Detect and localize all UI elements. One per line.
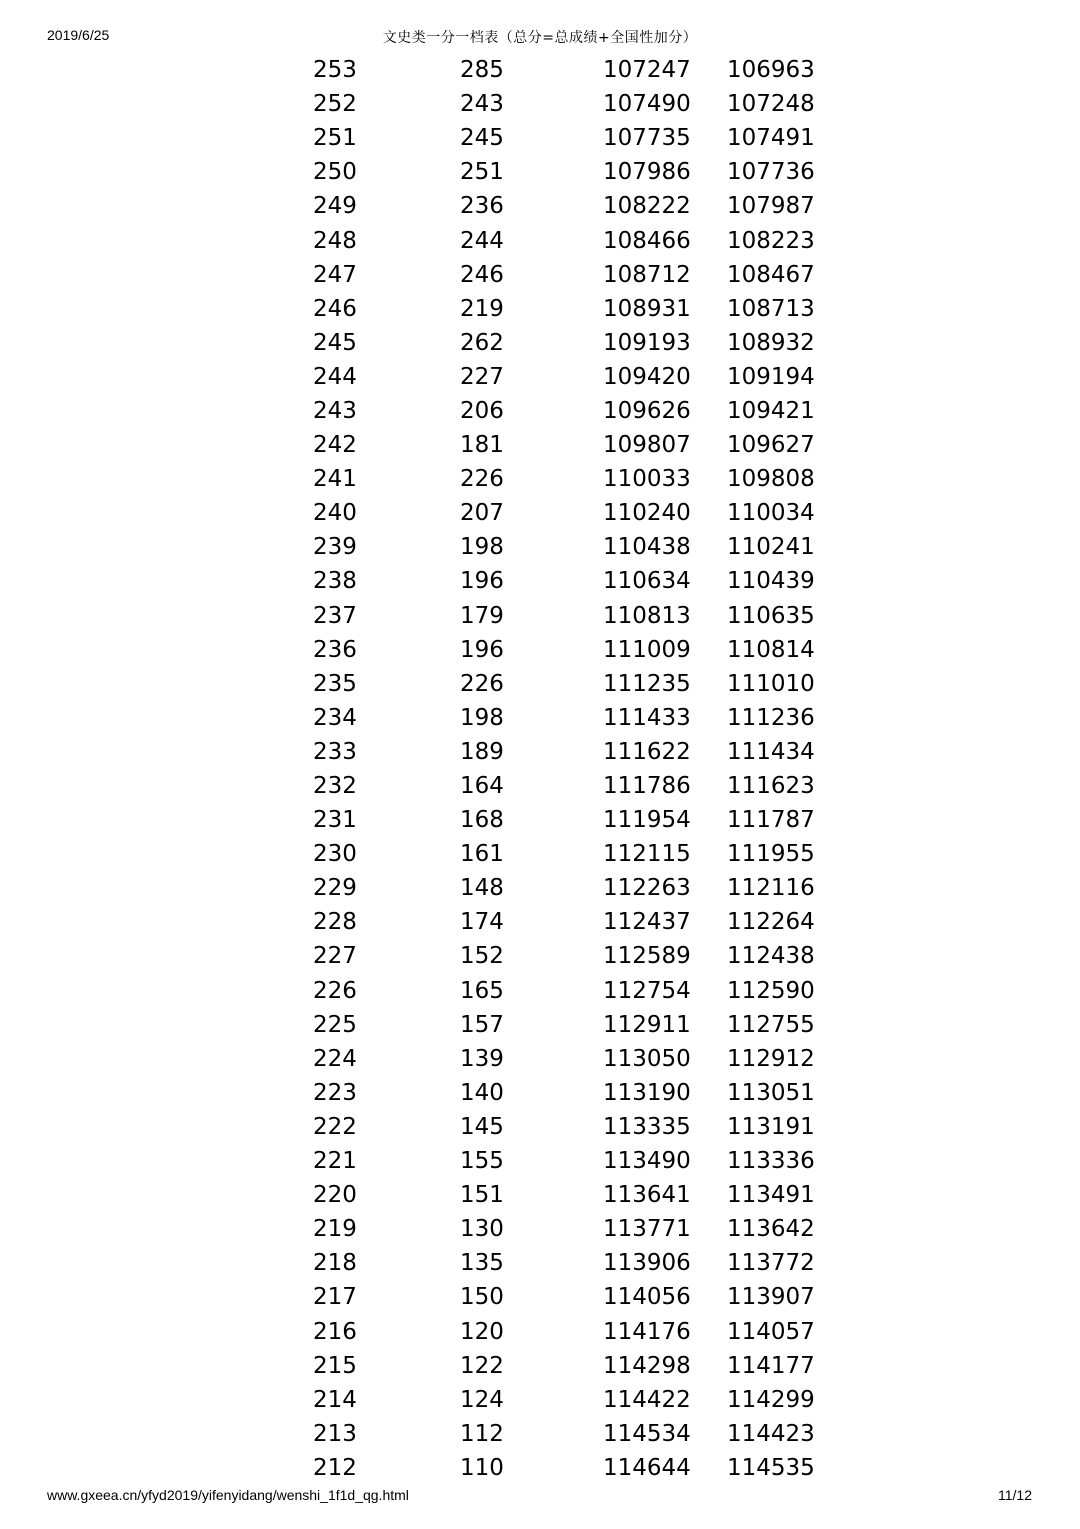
cumulative-rank-cell: 111786: [603, 773, 691, 800]
cumulative-rank-cell: 107986: [603, 159, 691, 186]
table-row: [0, 155, 847, 189]
table-row: [0, 939, 847, 973]
count-cell: 150: [460, 1284, 504, 1311]
rank-start-cell: 106963: [727, 57, 815, 84]
rank-start-cell: 108467: [727, 261, 815, 288]
count-cell: 246: [460, 261, 504, 288]
cumulative-rank-cell: 113335: [603, 1113, 691, 1140]
table-row: [0, 564, 847, 598]
cumulative-rank-cell: 111433: [603, 704, 691, 731]
count-cell: 112: [460, 1420, 504, 1447]
score-cell: 230: [313, 841, 357, 868]
count-cell: 145: [460, 1113, 504, 1140]
score-cell: 225: [313, 1011, 357, 1038]
table-row: [0, 735, 847, 769]
page-number: 11/12: [998, 1487, 1032, 1503]
cumulative-rank-cell: 111622: [603, 738, 691, 765]
score-cell: 234: [313, 704, 357, 731]
score-cell: 215: [313, 1352, 357, 1379]
score-distribution-table: [0, 53, 847, 1485]
rank-start-cell: 110635: [727, 602, 815, 629]
score-cell: 241: [313, 466, 357, 493]
rank-start-cell: 107736: [727, 159, 815, 186]
rank-start-cell: 112264: [727, 909, 815, 936]
count-cell: 196: [460, 636, 504, 663]
table-row: [0, 428, 847, 462]
rank-start-cell: 113642: [727, 1216, 815, 1243]
score-cell: 236: [313, 636, 357, 663]
score-cell: 250: [313, 159, 357, 186]
cumulative-rank-cell: 108931: [603, 295, 691, 322]
count-cell: 122: [460, 1352, 504, 1379]
cumulative-rank-cell: 110813: [603, 602, 691, 629]
count-cell: 226: [460, 670, 504, 697]
table-row: [0, 769, 847, 803]
cumulative-rank-cell: 111235: [603, 670, 691, 697]
cumulative-rank-cell: 114422: [603, 1386, 691, 1413]
table-row: [0, 803, 847, 837]
cumulative-rank-cell: 109807: [603, 432, 691, 459]
score-cell: 248: [313, 227, 357, 254]
table-row: [0, 1280, 847, 1314]
page-title: 文史类一分一档表（总分=总成绩+全国性加分）: [382, 30, 698, 46]
score-cell: 228: [313, 909, 357, 936]
rank-start-cell: 110034: [727, 500, 815, 527]
score-cell: 251: [313, 125, 357, 152]
count-cell: 196: [460, 568, 504, 595]
cumulative-rank-cell: 109193: [603, 329, 691, 356]
rank-start-cell: 107491: [727, 125, 815, 152]
table-row: [0, 223, 847, 257]
cumulative-rank-cell: 110634: [603, 568, 691, 595]
score-cell: 224: [313, 1045, 357, 1072]
table-row: [0, 462, 847, 496]
score-cell: 245: [313, 329, 357, 356]
cumulative-rank-cell: 114298: [603, 1352, 691, 1379]
rank-start-cell: 111010: [727, 670, 815, 697]
count-cell: 243: [460, 91, 504, 118]
table-row: [0, 1349, 847, 1383]
cumulative-rank-cell: 112437: [603, 909, 691, 936]
score-cell: 240: [313, 500, 357, 527]
rank-start-cell: 109808: [727, 466, 815, 493]
count-cell: 236: [460, 193, 504, 220]
rank-start-cell: 112438: [727, 943, 815, 970]
cumulative-rank-cell: 112589: [603, 943, 691, 970]
cumulative-rank-cell: 114056: [603, 1284, 691, 1311]
rank-start-cell: 113051: [727, 1079, 815, 1106]
count-cell: 164: [460, 773, 504, 800]
cumulative-rank-cell: 111954: [603, 807, 691, 834]
score-table-body: [0, 53, 847, 1485]
score-cell: 219: [313, 1216, 357, 1243]
score-cell: 246: [313, 295, 357, 322]
rank-start-cell: 108932: [727, 329, 815, 356]
table-row: [0, 87, 847, 121]
count-cell: 206: [460, 397, 504, 424]
table-row: [0, 189, 847, 223]
cumulative-rank-cell: 109626: [603, 397, 691, 424]
table-row: [0, 1451, 847, 1485]
table-row: [0, 633, 847, 667]
rank-start-cell: 110814: [727, 636, 815, 663]
cumulative-rank-cell: 113490: [603, 1148, 691, 1175]
rank-start-cell: 113191: [727, 1113, 815, 1140]
source-url[interactable]: www.gxeea.cn/yfyd2019/yifenyidang/wenshi_1f1d_qg.html: [47, 1487, 409, 1503]
score-cell: 223: [313, 1079, 357, 1106]
score-cell: 237: [313, 602, 357, 629]
rank-start-cell: 111955: [727, 841, 815, 868]
rank-start-cell: 112912: [727, 1045, 815, 1072]
score-cell: 233: [313, 738, 357, 765]
table-row: [0, 1178, 847, 1212]
rank-start-cell: 109194: [727, 363, 815, 390]
score-cell: 220: [313, 1182, 357, 1209]
count-cell: 155: [460, 1148, 504, 1175]
count-cell: 135: [460, 1250, 504, 1277]
table-row: [0, 530, 847, 564]
rank-start-cell: 114535: [727, 1454, 815, 1481]
count-cell: 157: [460, 1011, 504, 1038]
score-cell: 235: [313, 670, 357, 697]
count-cell: 227: [460, 363, 504, 390]
cumulative-rank-cell: 113906: [603, 1250, 691, 1277]
count-cell: 130: [460, 1216, 504, 1243]
table-row: [0, 53, 847, 87]
table-row: [0, 258, 847, 292]
rank-start-cell: 113336: [727, 1148, 815, 1175]
table-row: [0, 599, 847, 633]
score-cell: 218: [313, 1250, 357, 1277]
count-cell: 262: [460, 329, 504, 356]
table-row: [0, 1042, 847, 1076]
count-cell: 226: [460, 466, 504, 493]
count-cell: 219: [460, 295, 504, 322]
table-row: [0, 1246, 847, 1280]
cumulative-rank-cell: 112115: [603, 841, 691, 868]
cumulative-rank-cell: 114644: [603, 1454, 691, 1481]
count-cell: 189: [460, 738, 504, 765]
rank-start-cell: 111434: [727, 738, 815, 765]
count-cell: 179: [460, 602, 504, 629]
cumulative-rank-cell: 110240: [603, 500, 691, 527]
rank-start-cell: 114299: [727, 1386, 815, 1413]
table-row: [0, 326, 847, 360]
table-row: [0, 1314, 847, 1348]
table-row: [0, 837, 847, 871]
count-cell: 285: [460, 57, 504, 84]
cumulative-rank-cell: 112263: [603, 875, 691, 902]
score-cell: 229: [313, 875, 357, 902]
count-cell: 139: [460, 1045, 504, 1072]
score-cell: 253: [313, 57, 357, 84]
rank-start-cell: 114177: [727, 1352, 815, 1379]
count-cell: 244: [460, 227, 504, 254]
cumulative-rank-cell: 113771: [603, 1216, 691, 1243]
table-row: [0, 974, 847, 1008]
rank-start-cell: 108223: [727, 227, 815, 254]
table-row: [0, 667, 847, 701]
score-cell: 232: [313, 773, 357, 800]
cumulative-rank-cell: 108466: [603, 227, 691, 254]
rank-start-cell: 113907: [727, 1284, 815, 1311]
count-cell: 152: [460, 943, 504, 970]
table-row: [0, 871, 847, 905]
score-cell: 227: [313, 943, 357, 970]
rank-start-cell: 114057: [727, 1318, 815, 1345]
cumulative-rank-cell: 114176: [603, 1318, 691, 1345]
count-cell: 165: [460, 977, 504, 1004]
cumulative-rank-cell: 110438: [603, 534, 691, 561]
rank-start-cell: 112590: [727, 977, 815, 1004]
score-cell: 243: [313, 397, 357, 424]
count-cell: 174: [460, 909, 504, 936]
rank-start-cell: 107987: [727, 193, 815, 220]
cumulative-rank-cell: 107490: [603, 91, 691, 118]
table-row: [0, 1417, 847, 1451]
count-cell: 151: [460, 1182, 504, 1209]
count-cell: 198: [460, 704, 504, 731]
table-row: [0, 1008, 847, 1042]
table-row: [0, 292, 847, 326]
table-row: [0, 1076, 847, 1110]
count-cell: 251: [460, 159, 504, 186]
cumulative-rank-cell: 108712: [603, 261, 691, 288]
cumulative-rank-cell: 113190: [603, 1079, 691, 1106]
score-cell: 213: [313, 1420, 357, 1447]
score-cell: 249: [313, 193, 357, 220]
rank-start-cell: 113491: [727, 1182, 815, 1209]
rank-start-cell: 111787: [727, 807, 815, 834]
cumulative-rank-cell: 110033: [603, 466, 691, 493]
rank-start-cell: 110241: [727, 534, 815, 561]
count-cell: 245: [460, 125, 504, 152]
cumulative-rank-cell: 109420: [603, 363, 691, 390]
count-cell: 148: [460, 875, 504, 902]
count-cell: 168: [460, 807, 504, 834]
cumulative-rank-cell: 114534: [603, 1420, 691, 1447]
cumulative-rank-cell: 113641: [603, 1182, 691, 1209]
rank-start-cell: 111236: [727, 704, 815, 731]
rank-start-cell: 112755: [727, 1011, 815, 1038]
count-cell: 181: [460, 432, 504, 459]
score-cell: 231: [313, 807, 357, 834]
rank-start-cell: 107248: [727, 91, 815, 118]
rank-start-cell: 112116: [727, 875, 815, 902]
table-row: [0, 360, 847, 394]
score-cell: 242: [313, 432, 357, 459]
cumulative-rank-cell: 111009: [603, 636, 691, 663]
score-cell: 222: [313, 1113, 357, 1140]
table-row: [0, 1383, 847, 1417]
cumulative-rank-cell: 108222: [603, 193, 691, 220]
score-cell: 221: [313, 1148, 357, 1175]
table-row: [0, 701, 847, 735]
rank-start-cell: 109421: [727, 397, 815, 424]
table-row: [0, 121, 847, 155]
rank-start-cell: 108713: [727, 295, 815, 322]
count-cell: 140: [460, 1079, 504, 1106]
rank-start-cell: 111623: [727, 773, 815, 800]
rank-start-cell: 114423: [727, 1420, 815, 1447]
score-cell: 216: [313, 1318, 357, 1345]
print-date: 2019/6/25: [47, 27, 110, 43]
count-cell: 110: [460, 1454, 504, 1481]
cumulative-rank-cell: 107247: [603, 57, 691, 84]
cumulative-rank-cell: 112754: [603, 977, 691, 1004]
table-row: [0, 394, 847, 428]
cumulative-rank-cell: 107735: [603, 125, 691, 152]
count-cell: 120: [460, 1318, 504, 1345]
rank-start-cell: 113772: [727, 1250, 815, 1277]
score-cell: 226: [313, 977, 357, 1004]
cumulative-rank-cell: 113050: [603, 1045, 691, 1072]
rank-start-cell: 109627: [727, 432, 815, 459]
rank-start-cell: 110439: [727, 568, 815, 595]
table-row: [0, 1212, 847, 1246]
score-cell: 214: [313, 1386, 357, 1413]
score-cell: 252: [313, 91, 357, 118]
score-cell: 238: [313, 568, 357, 595]
score-cell: 247: [313, 261, 357, 288]
cumulative-rank-cell: 112911: [603, 1011, 691, 1038]
table-row: [0, 496, 847, 530]
score-cell: 212: [313, 1454, 357, 1481]
count-cell: 161: [460, 841, 504, 868]
score-cell: 244: [313, 363, 357, 390]
score-cell: 217: [313, 1284, 357, 1311]
count-cell: 198: [460, 534, 504, 561]
table-row: [0, 905, 847, 939]
score-cell: 239: [313, 534, 357, 561]
table-row: [0, 1144, 847, 1178]
count-cell: 207: [460, 500, 504, 527]
table-row: [0, 1110, 847, 1144]
count-cell: 124: [460, 1386, 504, 1413]
